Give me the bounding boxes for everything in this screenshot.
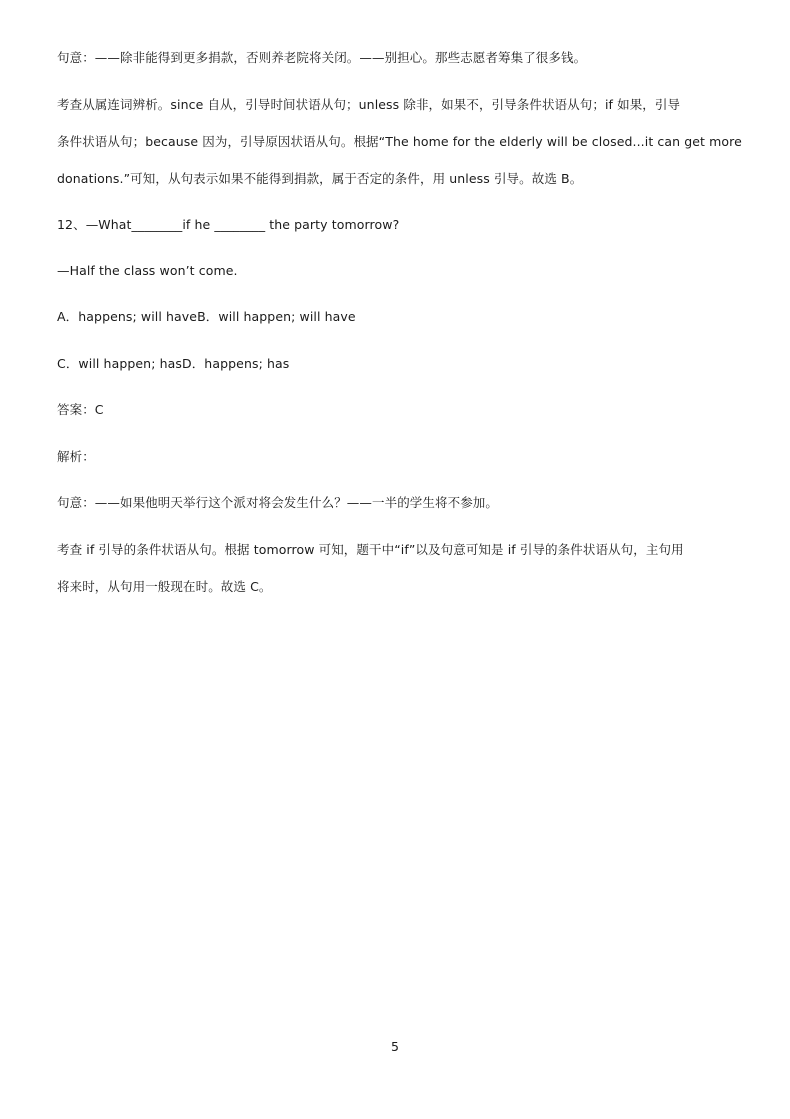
- previous-analysis-line-1: 考查从属连词辨析。since 自从，引导时间状语从句；unless 除非，如果不，引导条件状语从句；if 如果，引导: [57, 97, 681, 112]
- question-reply: —Half the class won’t come.: [57, 263, 238, 278]
- previous-analysis-line-2: 条件状语从句；because 因为，引导原因状语从句。根据“The home for the elderly will be closed...it can get more: [57, 134, 742, 149]
- analysis-label: 解析：: [57, 449, 95, 464]
- question-stem: 12、—What________if he ________ the party tomorrow?: [57, 217, 400, 232]
- answer: 答案：C: [57, 402, 104, 417]
- question-translation: 句意：——如果他明天举行这个派对将会发生什么？——一半的学生将不参加。: [57, 495, 499, 510]
- explanation-line-1: 考查 if 引导的条件状语从句。根据 tomorrow 可知，题干中“if”以及句意可知是 if 引导的条件状语从句，主句用: [57, 542, 684, 557]
- previous-analysis-line-3: donations.”可知，从句表示如果不能得到捐款，属于否定的条件，用 unless 引导。故选 B。: [57, 171, 583, 186]
- page-number: 5: [391, 1039, 399, 1054]
- explanation-line-2: 将来时，从句用一般现在时。故选 C。: [57, 579, 272, 594]
- previous-question-translation: 句意：——除非能得到更多捐款，否则养老院将关闭。——别担心。那些志愿者筹集了很多钱。: [57, 50, 587, 65]
- options-c-d: C．will happen; hasD．happens; has: [57, 356, 290, 371]
- options-a-b: A．happens; will haveB．will happen; will have: [57, 309, 356, 324]
